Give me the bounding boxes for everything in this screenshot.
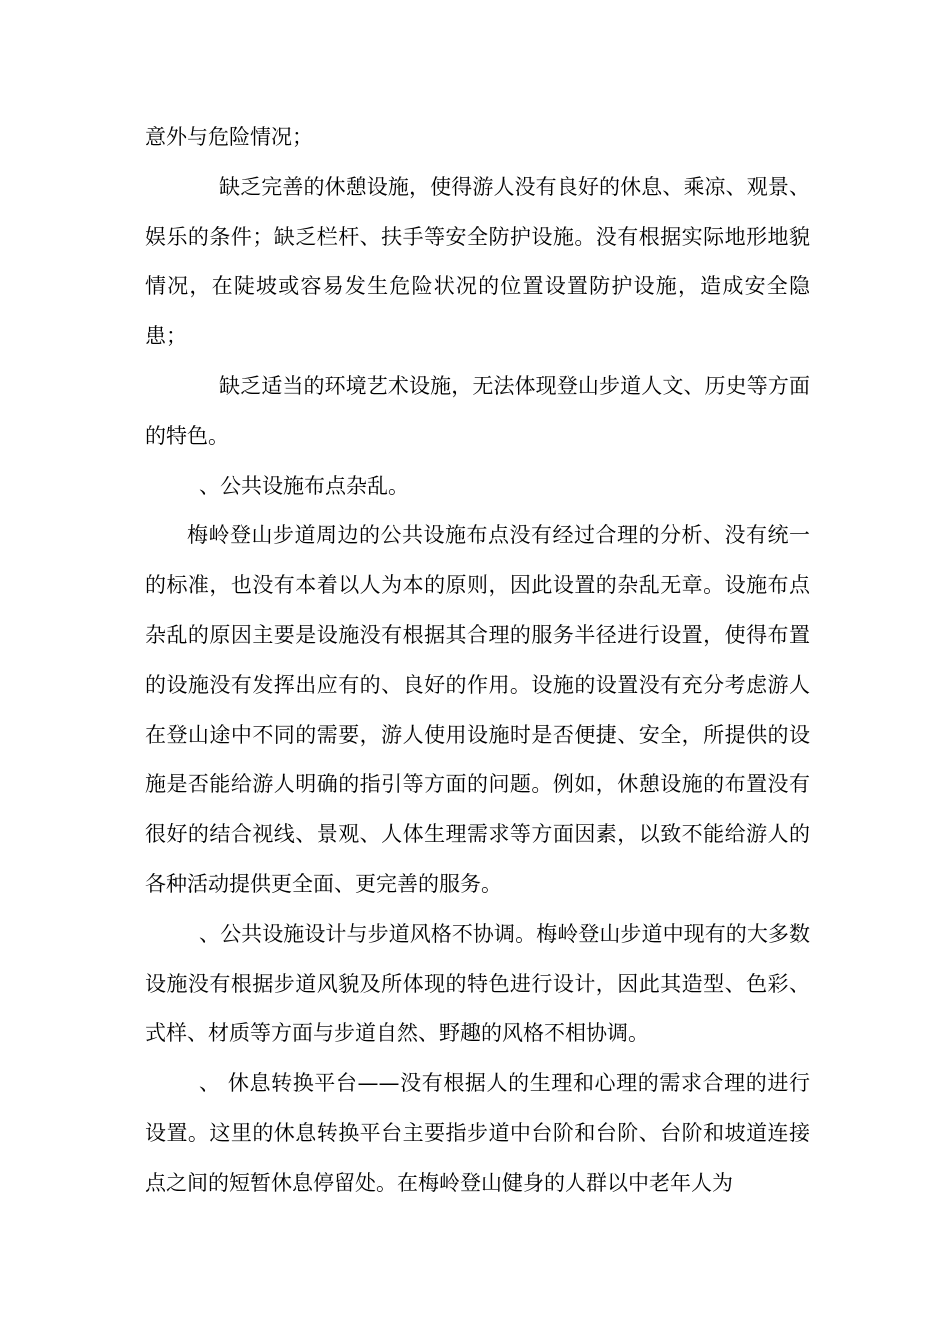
paragraph-rest-facilities: 缺乏完善的休憩设施，使得游人没有良好的休息、乘凉、观景、娱乐的条件；缺乏栏杆、扶手等安全防护设施。没有根据实际地形地貌情况，在陡坡或容易发生危险状况的位置设置防护设施，造成安全隐患； <box>145 174 810 349</box>
paragraph-continuation: 意外与危险情况； <box>145 125 313 149</box>
paragraph-layout-analysis: 梅岭登山步道周边的公共设施布点没有经过合理的分析、没有统一的标准，也没有本着以人为本的原则，因此设置的杂乱无章。设施布点杂乱的原因主要是设施没有根据其合理的服务半径进行设置，使得布置的设施没有发挥出应有的、良好的作用。设施的设置没有充分考虑游人在登山途中不同的需要，游人使用设施时是否便捷、安全，所提供的设施是否能给游人明确的指引等方面的问题。例如，休憩设施的布置没有很好的结合视线、景观、人体生理需求等方面因素，以致不能给游人的各种活动提供更全面、更完善的服务。 <box>145 523 810 896</box>
paragraph-rest-platform: 、 休息转换平台——没有根据人的生理和心理的需求合理的进行设置。这里的休息转换平台主要指步道中台阶和台阶、台阶和坡道连接点之间的短暂休息停留处。在梅岭登山健身的人群以中老年人为 <box>145 1071 810 1195</box>
document-body <box>145 113 810 1209</box>
section-heading-layout: 、公共设施布点杂乱。 <box>199 473 409 498</box>
paragraph-art-facilities: 缺乏适当的环境艺术设施，无法体现登山步道人文、历史等方面的特色。 <box>145 373 810 448</box>
paragraph-style-mismatch: 、公共设施设计与步道风格不协调。梅岭登山步道中现有的大多数设施没有根据步道风貌及所体现的特色进行设计，因此其造型、色彩、式样、材质等方面与步道自然、野趣的风格不相协调。 <box>145 921 810 1046</box>
